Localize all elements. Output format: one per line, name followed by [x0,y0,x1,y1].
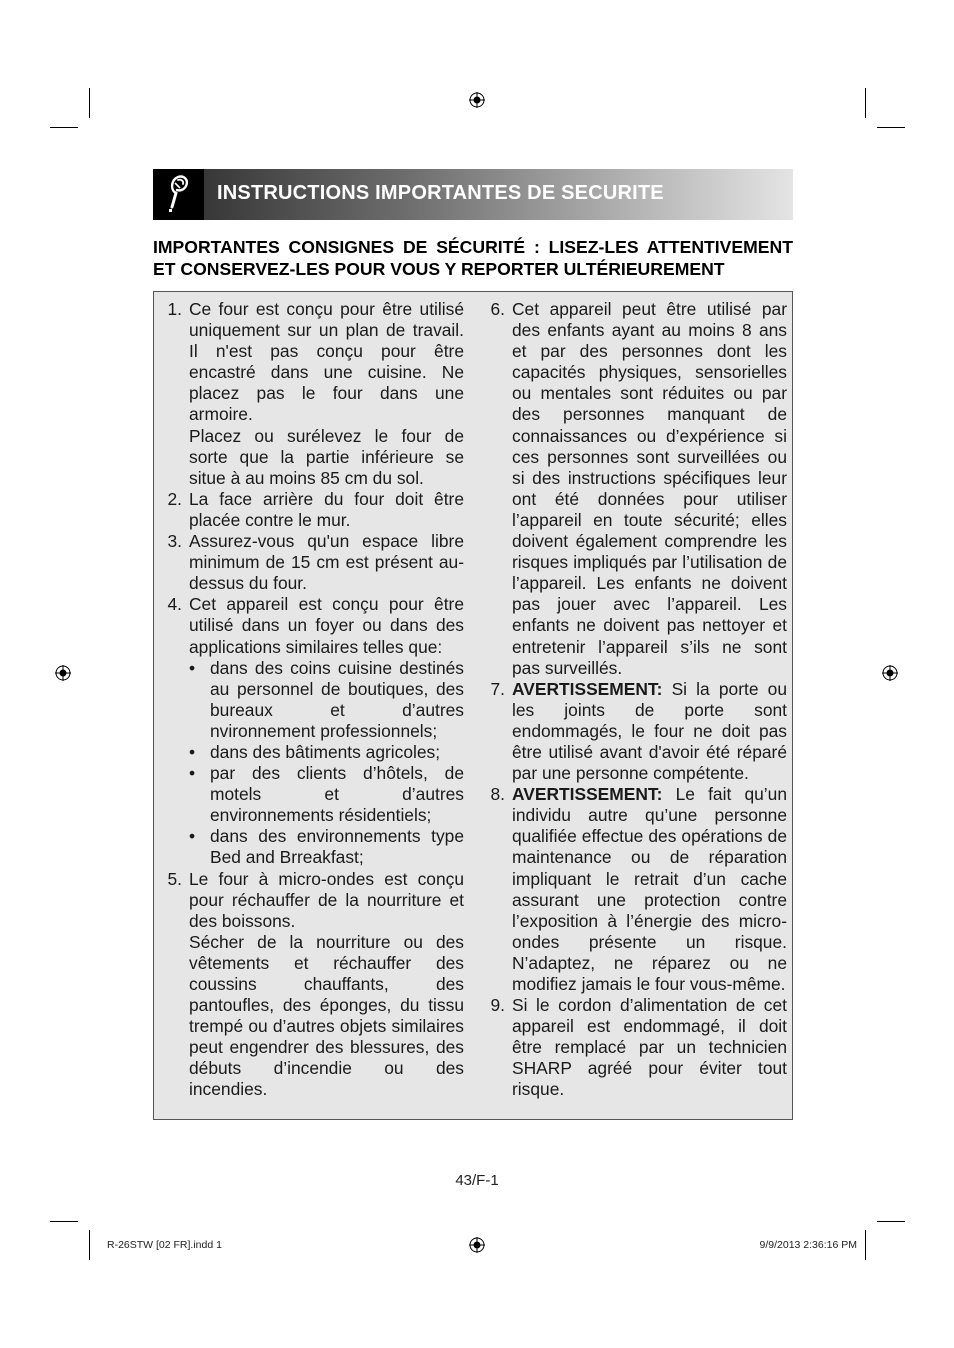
list-item [484,995,787,1100]
list-item [161,299,464,489]
bullet-dot: • [189,763,196,784]
list-item [484,679,787,784]
item-text: Si la porte ou les joints de porte sont endommagés, le four ne doit pas être utilisé avant d'avoir été réparé par une personne compétente. [512,678,787,784]
bullet-item [189,658,464,742]
bullet-dot: • [189,741,196,762]
list-item [484,784,787,995]
item-text: Cet appareil est conçu pour être utilisé dans un foyer ou dans des applications similaires telles que: [189,594,464,657]
bullet-dot: • [189,657,196,678]
item-text: Sécher de la nourriture ou des vêtements et réchauffer des coussins chauffants, des pantoufles, des éponges, du tissu trempé ou d’autres objets similaires peut engendrer des blessures, des débuts d’incendie ou des incendies. [189,931,464,1100]
left-column [161,299,464,1101]
item-text: Le four à micro-ondes est conçu pour réchauffer de la nourriture et des boissons. [189,868,464,931]
file-name: R-26STW [02 FR].indd 1 [107,1239,222,1251]
registration-mark-icon [469,92,485,108]
crop-mark [89,1230,90,1260]
item-number: 4. [167,594,182,615]
item-number: 6. [490,299,505,319]
crop-mark [50,1221,78,1222]
crop-mark [89,88,90,118]
item-number: 9. [490,995,505,1016]
bullet-dot: • [189,826,196,847]
list-item [161,869,464,1101]
item-number: 8. [490,784,505,805]
instructions-box [153,291,793,1120]
registration-mark-icon [882,665,898,681]
item-number: 2. [167,488,182,509]
item-number: 3. [167,531,182,552]
list-item [161,489,464,531]
warning-label: AVERTISSEMENT: [512,784,663,805]
bullet-text: dans des coins cuisine destinés au personnel de boutiques, des bureaux et d’autres nvironnement professionnels; [210,657,464,741]
crop-mark [877,1221,905,1222]
item-number: 7. [490,678,505,699]
item-text: Le fait qu’un individu autre qu’une personne qualifiée effectue des opérations de maintenance ou de réparation impliquant le retrait d’un cache assurant une protection contre l’exposition à l’énergie des micro-ondes présente un risque. N’adaptez, ne réparez ou ne modifiez jamais le four vous-même. [512,784,787,994]
item-text: Cet appareil peut être utilisé par des enfants ayant au moins 8 ans et par des personnes dont les capacités physiques, sensorielles ou mentales sont réduites ou par des personnes manquant de connaissances ou d’expérience si ces personnes sont surveillées ou si des instructions spécifiques leur ont été données pour utiliser l’appareil en toute sécurité; elles doivent également comprendre les risques impliqués par l’utilisation de l’appareil. Les enfants ne doivent pas jouer avec l’appareil. Les enfants ne doivent pas nettoyer et entretenir l’appareil s’ils ne sont pas surveillés. [512,299,787,678]
crop-mark [865,1230,866,1260]
bullet-item [189,763,464,826]
bullet-item [189,742,464,763]
subtitle-line: IMPORTANTES CONSIGNES DE SÉCURITÉ : LISEZ-LES ATTENTIVEMENT [153,237,793,257]
item-text: Placez ou surélevez le four de sorte que la partie inférieure se situe à au moins 85 cm du sol. [189,425,464,488]
registration-mark-icon [469,1237,485,1253]
warning-hand-icon [153,169,204,220]
section-title: INSTRUCTIONS IMPORTANTES DE SECURITE [217,182,664,204]
crop-mark [877,127,905,128]
list-item [161,531,464,594]
print-timestamp: 9/9/2013 2:36:16 PM [759,1239,857,1251]
warning-label: AVERTISSEMENT: [512,678,663,699]
bullet-text: dans des environnements type Bed and Brreakfast; [210,826,464,868]
bullet-text: par des clients d’hôtels, de motels et d’autres environnements résidentiels; [210,763,464,826]
registration-mark-icon [55,665,71,681]
list-item [161,594,464,868]
item-number: 5. [167,868,182,889]
section-header [153,169,793,220]
item-text: Ce four est conçu pour être utilisé uniquement sur un plan de travail. Il n'est pas conçu pour être encastré dans une cuisine. Ne placez pas le four dans une armoire. [189,299,464,425]
bullet-item [189,826,464,868]
item-text: Si le cordon d’alimentation de cet appareil est endommagé, il doit être remplacé par un technicien SHARP agréé pour éviter tout risque. [512,995,787,1100]
item-text: La face arrière du four doit être placée contre le mur. [189,488,464,530]
bullet-text: dans des bâtiments agricoles; [210,741,441,762]
page-number: 43/F-1 [455,1172,499,1189]
subtitle-line: ET CONSERVEZ-LES POUR VOUS Y REPORTER ULTÉRIEUREMENT [153,259,725,279]
crop-mark [50,127,78,128]
crop-mark [865,88,866,118]
item-text: Assurez-vous qu'un espace libre minimum de 15 cm est présent au-dessus du four. [189,531,464,594]
right-column [484,299,787,1101]
list-item [484,299,787,679]
item-number: 1. [167,299,182,319]
subtitle [153,236,793,280]
